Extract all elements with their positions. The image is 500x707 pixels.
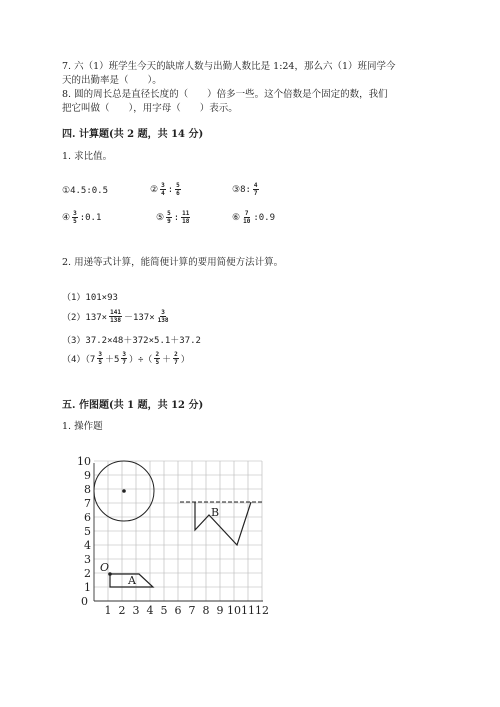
y-tick-label: 4	[84, 539, 91, 552]
section5-title: 五. 作图题(共 1 题，共 12 分)	[62, 400, 204, 411]
frac-num: 3	[98, 351, 102, 358]
frac-den: 4	[161, 190, 165, 197]
circle-center	[122, 489, 126, 493]
calc-4-end: ）	[180, 355, 190, 365]
ratio-3-label: ③8:	[232, 184, 251, 195]
y-tick-label: 7	[84, 497, 91, 510]
frac-den: 7	[253, 190, 258, 197]
x-tick-label: 11	[241, 604, 255, 617]
y-tick-label: 1	[84, 581, 91, 594]
ratio-2-label: ②	[150, 184, 159, 195]
x-tick-label: 6	[174, 604, 182, 617]
frac-den: 10	[243, 218, 251, 225]
ratio-4-rest: :0.1	[79, 212, 102, 223]
shape-a-label: A	[128, 574, 136, 587]
x-tick-label: 4	[146, 604, 154, 617]
y-tick-label: 5	[84, 525, 91, 538]
calc-4-mid2: ）÷（	[129, 355, 153, 365]
frac-den: 138	[110, 317, 121, 324]
frac-num: 3	[122, 351, 127, 358]
frac-den: 5	[73, 218, 77, 225]
shape-b	[195, 502, 251, 545]
frac-num: 141	[110, 309, 121, 316]
section4-q1-title: 1. 求比值。	[62, 151, 113, 162]
calc-2-mid: －137×	[123, 313, 155, 323]
frac-den: 138	[157, 317, 169, 324]
frac-num: 5	[167, 210, 171, 217]
frac-den: 5	[98, 359, 102, 366]
section4-q2-title: 2. 用递等式计算，能简便计算的要用简便方法计算。	[62, 257, 284, 268]
y-tick-label: 10	[77, 455, 91, 468]
point-o-label: O	[100, 561, 110, 574]
calc-4-mid1: ＋5	[104, 355, 120, 365]
y-tick-label: 3	[84, 553, 91, 566]
frac-num: 2	[174, 351, 178, 358]
frac-num: 3	[73, 210, 77, 217]
frac-num: 7	[244, 210, 249, 217]
ratio-2-sep: :	[167, 184, 174, 195]
x-axis-labels	[105, 604, 270, 617]
q8-line1: 8. 圆的周长总是直径长度的（ ）倍多一些。这个倍数是个固定的数，我们	[62, 89, 388, 100]
frac-den: 18	[182, 218, 190, 225]
x-tick-label: 3	[132, 604, 140, 617]
q7-line1: 7. 六（1）班学生今天的缺席人数与出勤人数比是 1:24，那么六（1）班同学今	[62, 61, 396, 72]
frac-den: 5	[155, 359, 160, 366]
y-axis-labels	[77, 455, 91, 594]
shape-b-label: B	[211, 506, 220, 519]
x-tick-label: 2	[118, 604, 126, 617]
section5-q1-title: 1. 操作题	[62, 421, 103, 432]
frac-num: 3	[161, 309, 165, 316]
y-tick-label: 2	[84, 567, 91, 580]
frac-num: 4	[253, 182, 258, 189]
ratio-6-label: ⑥	[232, 212, 241, 223]
frac-den: 9	[167, 218, 171, 225]
frac-num: 11	[182, 210, 190, 217]
ratio-4-label: ④	[62, 212, 71, 223]
frac-num: 2	[155, 351, 160, 358]
x-tick-label: 12	[255, 604, 269, 617]
calc-2-prefix: （2）137×	[62, 313, 108, 323]
ratio-6-rest: :0.9	[253, 212, 275, 223]
axes	[94, 463, 263, 601]
calc-4-plus: ＋	[162, 355, 172, 365]
frac-den: 7	[122, 359, 127, 366]
y-tick-label: 8	[84, 483, 91, 496]
ratio-1-text: ①4.5:0.5	[62, 186, 108, 196]
q7-line2: 天的出勤率是（ ）。	[62, 75, 162, 86]
x-tick-label: 9	[216, 604, 224, 617]
grid-lines	[94, 461, 262, 601]
frac-den: 7	[174, 359, 178, 366]
frac-num: 5	[176, 182, 180, 189]
calc-3-text: （3）37.2×48＋372×5.1＋37.2	[62, 336, 201, 346]
ratio-5-label: ⑤	[156, 212, 165, 223]
y-tick-label: 6	[84, 511, 91, 524]
frac-den: 6	[176, 190, 180, 197]
x-tick-label: 7	[188, 604, 196, 617]
x-tick-label: 5	[160, 604, 168, 617]
section4-title: 四. 计算题(共 2 题，共 14 分)	[62, 129, 204, 140]
calc-1-text: （1）101×93	[62, 293, 118, 303]
x-tick-label: 1	[104, 604, 112, 617]
y-tick-label: 9	[84, 469, 91, 482]
origin-label: 0	[81, 595, 88, 608]
q8-line2: 把它叫做（ ），用字母（ ）表示。	[62, 103, 238, 114]
x-tick-label: 8	[202, 604, 210, 617]
x-tick-label: 10	[227, 604, 241, 617]
ratio-5-sep: :	[173, 212, 180, 223]
frac-num: 3	[161, 182, 165, 189]
calc-4-prefix: （4）（7	[62, 355, 96, 365]
